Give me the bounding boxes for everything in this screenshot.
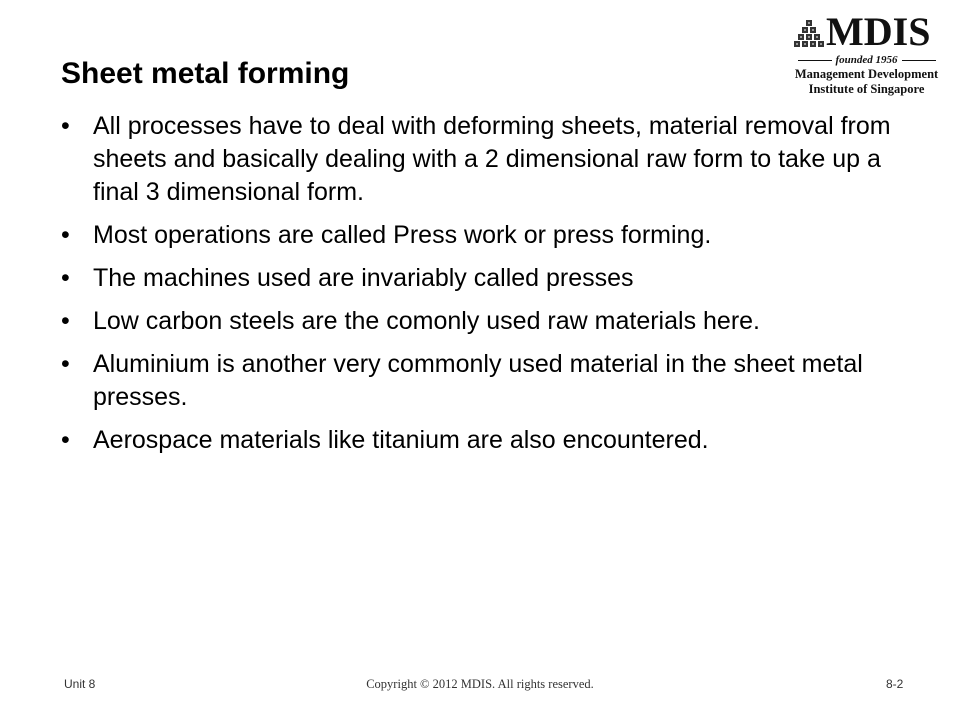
bullet-icon: • — [61, 221, 70, 249]
bullet-icon: • — [61, 307, 70, 335]
logo-wordmark: MDIS — [826, 9, 931, 54]
logo-tagline-line2: Institute of Singapore — [808, 82, 925, 96]
cube-stack-icon — [794, 18, 826, 50]
bullet-item — [61, 110, 901, 209]
bullet-icon: • — [61, 112, 70, 140]
footer-unit: Unit 8 — [64, 677, 96, 691]
mdis-logo — [794, 9, 939, 98]
logo-tagline-line1: Management Development — [794, 67, 939, 81]
slide-title: Sheet metal forming — [61, 57, 350, 90]
bullet-icon: • — [61, 426, 70, 454]
footer-copyright: Copyright © 2012 MDIS. All rights reserved. — [366, 677, 594, 691]
bullet-text: All processes have to deal with deforming sheets, material removal from sheets and basically dealing with a 2 dimensional raw form to take up a final 3 dimensional form. — [93, 112, 891, 206]
logo-founded: founded 1956 — [835, 54, 898, 66]
bullet-text: Aerospace materials like titanium are also encountered. — [93, 426, 709, 454]
bullet-item — [61, 262, 901, 295]
logo-rule-right — [902, 60, 936, 61]
bullet-text: The machines used are invariably called presses — [93, 264, 634, 292]
bullet-text: Most operations are called Press work or press forming. — [93, 221, 712, 249]
footer-page-number: 8-2 — [886, 677, 904, 691]
bullet-item — [61, 424, 901, 457]
bullet-text: Aluminium is another very commonly used material in the sheet metal presses. — [93, 350, 863, 411]
bullet-item — [61, 348, 901, 414]
bullet-item — [61, 219, 901, 252]
bullet-icon: • — [61, 264, 70, 292]
bullet-icon: • — [61, 350, 70, 378]
bullet-text: Low carbon steels are the comonly used raw materials here. — [93, 307, 760, 335]
bullet-list — [61, 110, 901, 467]
bullet-item — [61, 305, 901, 338]
